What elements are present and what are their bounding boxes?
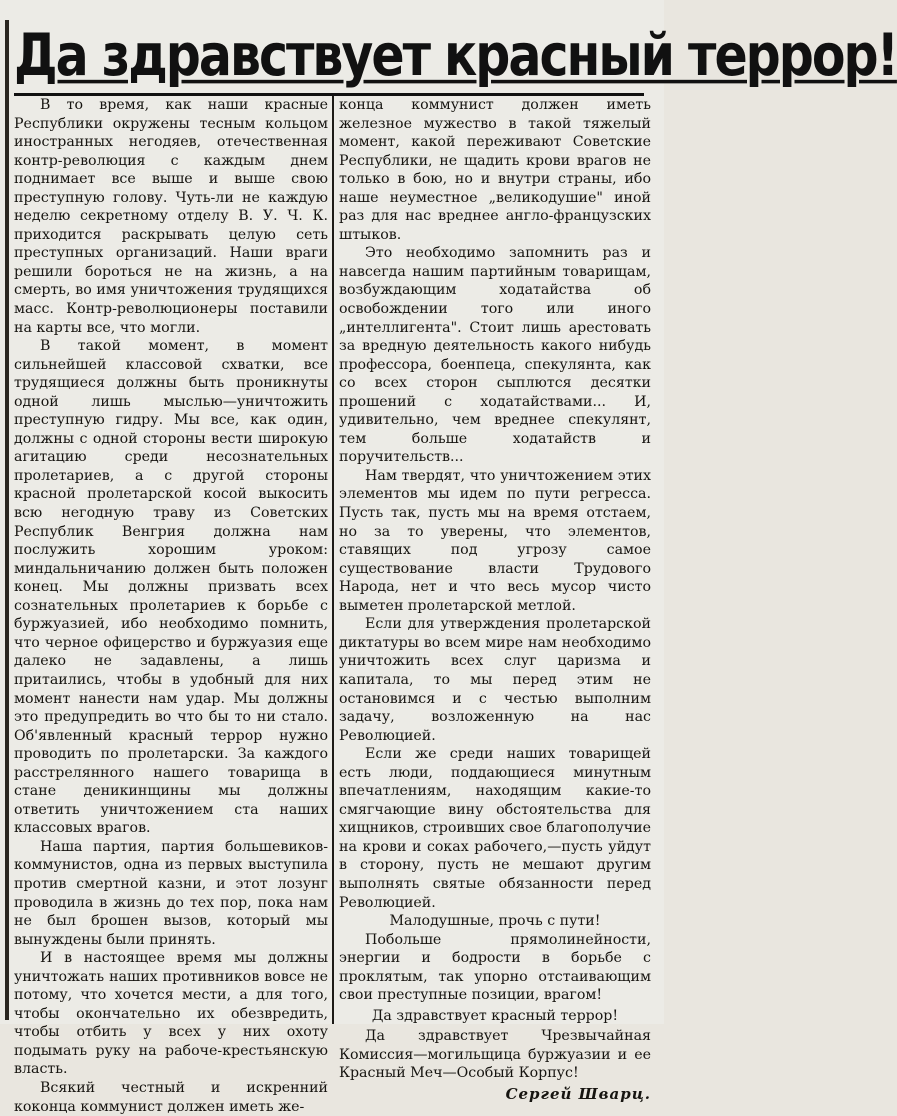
author-signature: Сергей Шварц. [505, 1084, 651, 1103]
article-paragraph: Побольше прямолинейности, энергии и бодрости в борьбе с проклятым, так упорно отстаивающим свои преступные позиции, врагом! [339, 931, 651, 1004]
article-paragraph: В такой момент, в момент сильнейшей классовой схватки, все трудящиеся должны быть проникнуты одной лишь мыслью—уничтожить преступную гидру. Мы все, как один, должны с одной стороны вести широкую агитацию среди несознательных пролетариев, а с другой стороны красной пролетарской косой выкосить всю негодную траву из Советских Республик Венгрия должна нам послужить хорошим уроком: миндальничанию должен быть положен конец. Мы должны призвать всех сознательных пролетариев к борьбе с буржуазией, ибо необходимо помнить, что черное офицерство и буржуазия еще далеко не задавлены, а лишь притаились, чтобы в удобный для них момент нанести нам удар. Мы должны это предупредить во что бы то ни стало. Об'явленный красный террор нужно проводить по пролетарски. За каждого расстрелянного нашего товарища в стане деникинщины мы должны ответить уничтожением ста наших классовых врагов. [14, 338, 328, 837]
article-paragraph: Всякий честный и искренний коконца коммунист должен иметь же- [14, 1079, 328, 1115]
article-paragraph: Нам твердят, что уничтожением этих элементов мы идем по пути регресса. Пусть так, пусть мы на время отстаем, но за то уверены, что элементов, ставящих под угрозу самое существование власти Трудового Народа, нет и что весь мусор чисто выметен пролетарской метлой. [339, 467, 651, 614]
article-paragraph: В то время, как наши красные Республики окружены тесным кольцом иностранных негодяев, отечественная контр-революция с каждым днем поднимает все выше и выше свою преступную голову. Чуть-ли не каждую неделю секретному отделу В. У. Ч. К. приходится раскрывать целую сеть преступных организаций. Наши враги решили бороться не на жизнь, а на смерть, во имя уничтожения трудящихся масс. Контр-революционеры поставили на карты все, что могли. [14, 97, 328, 336]
page-edge-right [652, 20, 664, 1024]
article-paragraph: Если для утверждения пролетарской диктатуры во всем мире нам необходимо уничтожить всех слуг царизма и капитала, то мы перед этим не остановимся и с честью выполним задачу, возложенную на нас Революцией. [339, 616, 651, 744]
page-edge-left [5, 20, 9, 1020]
article-paragraph: Это необходимо запомнить раз и навсегда нашим партийным товарищам, возбуждающим ходатайства об освобождении того или иного „интеллигента". Стоит лишь арестовать за вредную деятельность какого нибудь профессора, боенпеца, спекулянта, как со всех сторон сыплются десятки прошений с ходатайствами... И, удивительно, чем вреднее спекулянт, тем больше ходатайств и поручительств... [339, 245, 651, 466]
article-paragraph: Наша партия, партия большевиков-коммунистов, одна из первых выступила против смертной казни, и этот лозунг проводила в жизнь до тех пор, пока нам не был брошен вызов, который мы вынуждены были принять. [14, 838, 328, 948]
page-title: Да здравствует красный террор! [14, 22, 897, 90]
column-divider [332, 96, 334, 1024]
article-paragraph: И в настоящее время мы должны уничтожать наших противников вовсе не потому, что хочется мести, а для того, чтобы окончательно их обезвредить, чтобы отбить у всех у них охоту подымать руку на рабоче-крестьянскую власть. [14, 950, 328, 1078]
article-column-right [339, 96, 651, 1103]
slogan-cheka: Да здравствует Чрезвычайная Комиссия—могильщица буржуазии и ее Красный Меч—Особый Корпус! [339, 1028, 651, 1082]
article-column-left [14, 96, 328, 1115]
slogan-red-terror: Да здравствует красный террор! [371, 1007, 619, 1024]
article-paragraph: Если же среди наших товарищей есть люди, поддающиеся минутным впечатлениям, находящим какие-то смягчающие вину обстоятельства для хищников, строивших свое благополучие на крови и соках рабочего,—пусть уйдут в сторону, пусть не мешают другим выполнять святые обязанности перед Революцией. [339, 746, 651, 911]
article-paragraph: конца коммунист должен иметь железное мужество в такой тяжелый момент, какой переживают Советские Республики, не щадить крови врагов не только в бою, но и внутри страны, ибо наше неуместное „великодушие" иной раз для нас вреднее англо-французских штыков. [339, 97, 651, 243]
exclamation-line: Малодушные, прочь с пути! [389, 913, 601, 930]
